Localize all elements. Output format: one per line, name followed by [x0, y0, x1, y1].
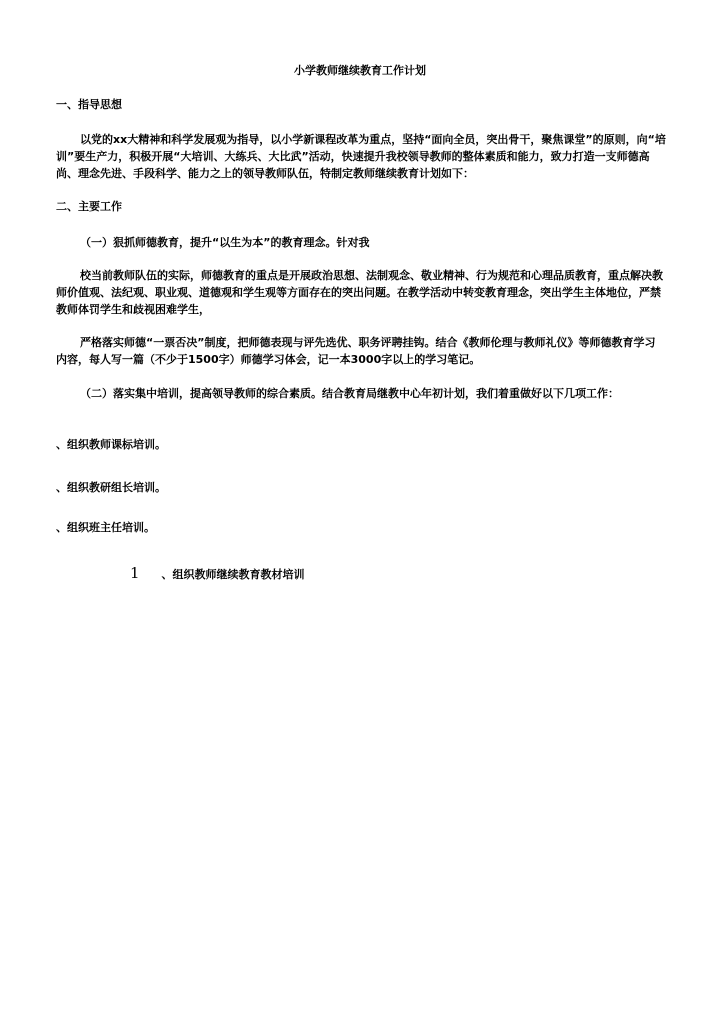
subsection-training-heading: （二）落实集中培训，提高领导教师的综合素质。结合教育局继教中心年初计划，我们着重做好以下几项工作：: [80, 387, 619, 400]
subsection-ethics-heading: （一）狠抓师德教育，提升“以生为本”的教育理念。针对我: [80, 236, 370, 249]
list-item: 、组织教研组长培训。: [56, 481, 166, 494]
section-heading-guiding-ideology: 一、指导思想: [56, 98, 122, 111]
ethics-paragraph-1: 校当前教师队伍的实际，师德教育的重点是开展政治思想、法制观念、敬业精神、行为规范和心理品质教育，重点解决教师价值观、法纪观、职业观、道德观和学生观等方面存在的突出问题。在教学活动中转变教育理念，突出学生主体地位，严禁教师体罚学生和歧视困难学生，: [56, 269, 663, 316]
guiding-ideology-paragraph: 以党的xx大精神和科学发展观为指导，以小学新课程改革为重点，坚持“面向全员，突出骨干，聚焦课堂”的原则，向“培训”要生产力，积极开展“大培训、大练兵、大比武”活动，快速提升我校领导教师的整体素质和能力，致力打造一支师德高尚、理念先进、手段科学、能力之上的领导教师队伍，特制定教师继续教育计划如下：: [56, 133, 666, 180]
ethics-paragraph-2: 严格落实师德“一票否决”制度，把师德表现与评先选优、职务评聘挂钩。结合《教师伦理与教师礼仪》等师德教育学习内容，每人写一篇（不少于1500字）师德学习体会，记一本3000字以上的学习笔记。: [56, 336, 656, 366]
list-item-number: 1: [130, 564, 140, 582]
list-item: 、组织班主任培训。: [56, 521, 155, 534]
numbered-list-item: [130, 565, 305, 583]
document-title: 小学教师继续教育工作计划: [294, 64, 426, 77]
section-heading-main-work: 二、主要工作: [56, 200, 122, 213]
list-item: 、组织教师课标培训。: [56, 438, 166, 451]
list-item-text: 、组织教师继续教育教材培训: [161, 568, 305, 581]
